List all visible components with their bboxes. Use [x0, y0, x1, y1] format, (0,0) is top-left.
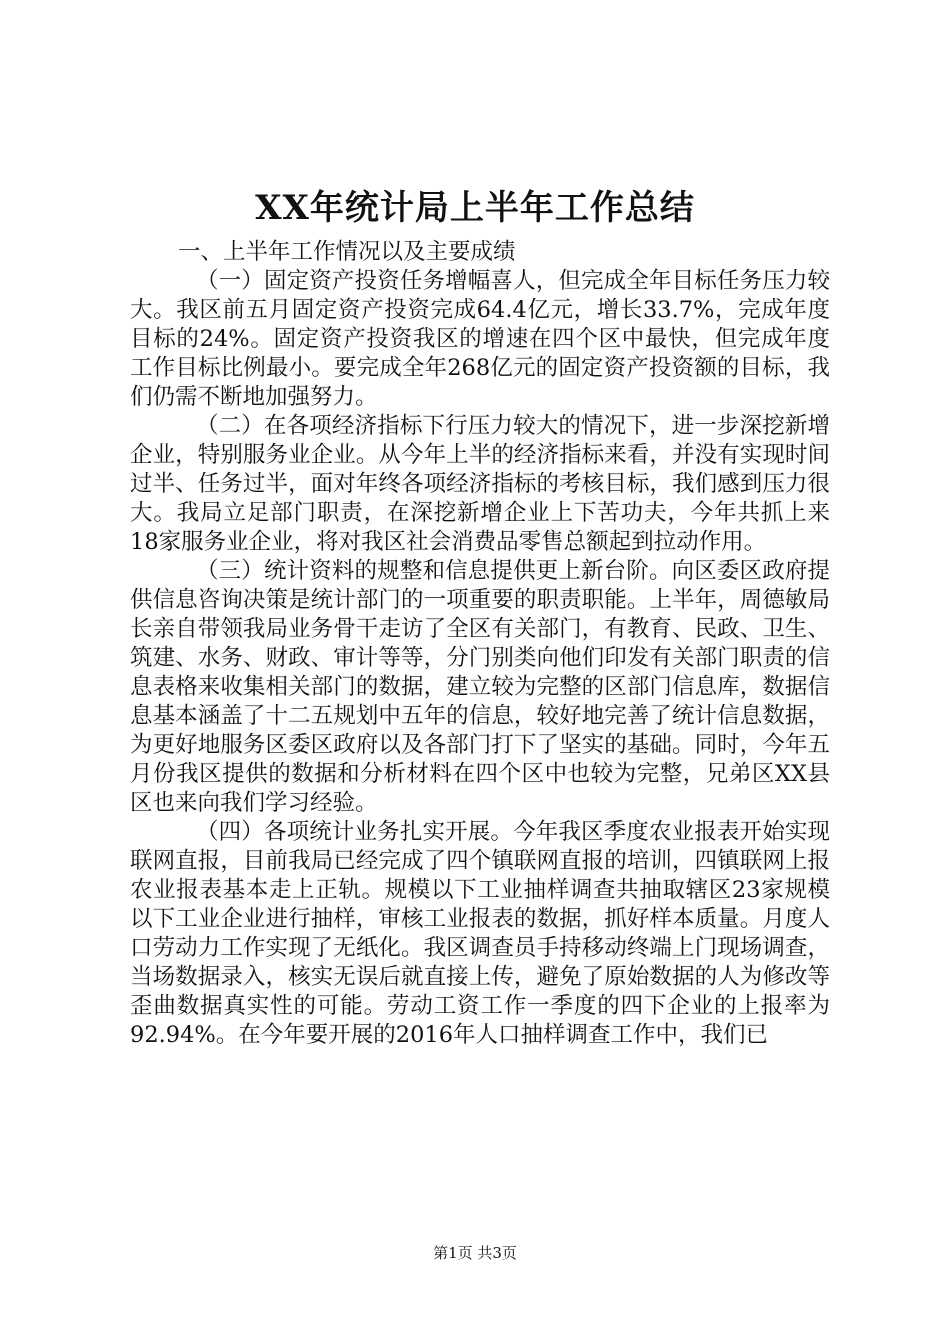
document-body	[130, 238, 830, 1050]
paragraph-3: （三）统计资料的规整和信息提供更上新台阶。向区委区政府提供信息咨询决策是统计部门的一项重要的职责职能。上半年，周德敏局长亲自带领我局业务骨干走访了全区有关部门，有教育、民政、卫生、筑建、水务、财政、审计等等，分门别类向他们印发有关部门职责的信息表格来收集相关部门的数据，建立较为完整的区部门信息库，数据信息基本涵盖了十二五规划中五年的信息，较好地完善了统计信息数据，为更好地服务区委区政府以及各部门打下了坚实的基础。同时，今年五月份我区提供的数据和分析材料在四个区中也较为完整，兄弟区XX县区也来向我们学习经验。	[130, 558, 830, 816]
paragraph-1: （一）固定资产投资任务增幅喜人，但完成全年目标任务压力较大。我区前五月固定资产投资完成64.4亿元，增长33.7%，完成年度目标的24%。固定资产投资我区的增速在四个区中最快，但完成年度工作目标比例最小。要完成全年268亿元的固定资产投资额的目标，我们仍需不断地加强努力。	[130, 268, 830, 410]
paragraph-2: （二）在各项经济指标下行压力较大的情况下，进一步深挖新增企业，特别服务业企业。从今年上半的经济指标来看，并没有实现时间过半、任务过半，面对年终各项经济指标的考核目标，我们感到压力很大。我局立足部门职责，在深挖新增企业上下苦功夫，今年共抓上来18家服务业企业，将对我区社会消费品零售总额起到拉动作用。	[130, 413, 830, 555]
page-footer: 第1页 共3页	[433, 1244, 517, 1262]
paragraph-4: （四）各项统计业务扎实开展。今年我区季度农业报表开始实现联网直报，目前我局已经完成了四个镇联网直报的培训，四镇联网上报农业报表基本走上正轨。规模以下工业抽样调查共抽取辖区23家规模以下工业企业进行抽样，审核工业报表的数据，抓好样本质量。月度人口劳动力工作实现了无纸化。我区调查员手持移动终端上门现场调查，当场数据录入，核实无误后就直接上传，避免了原始数据的人为修改等歪曲数据真实性的可能。劳动工资工作一季度的四下企业的上报率为92.94%。在今年要开展的2016年人口抽样调查工作中，我们已	[130, 819, 830, 1048]
document-title: XX年统计局上半年工作总结	[255, 188, 695, 228]
section-heading: 一、上半年工作情况以及主要成绩	[178, 239, 516, 265]
